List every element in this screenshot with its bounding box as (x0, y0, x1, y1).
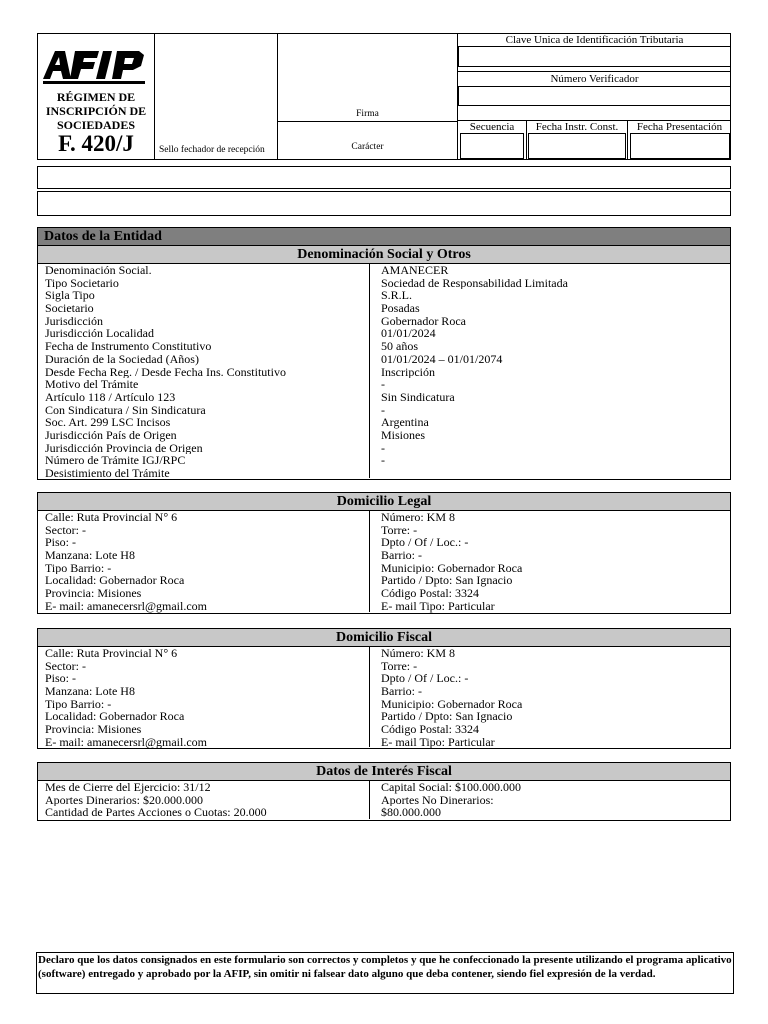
field-label: Fecha de Instrumento Constitutivo (45, 340, 212, 353)
field-label: Desistimiento del Trámite (45, 467, 170, 480)
field-row: Piso: - (45, 672, 77, 686)
field-row: Partido / Dpto: San Ignacio (381, 710, 513, 724)
field-row: Torre: - (381, 659, 418, 673)
verificador-label: Número Verificador (550, 73, 639, 85)
domicilio-legal-right (370, 511, 730, 612)
field-row: E- mail: amanecersrl@gmail.com (45, 599, 207, 613)
domicilio-legal-title: Domicilio Legal (38, 493, 730, 511)
field-row: Calle: Ruta Provincial N° 6 (45, 511, 178, 524)
field-value: - (381, 378, 385, 391)
secuencia-field (460, 133, 524, 159)
blank-box-1 (37, 166, 731, 189)
fecha-instr-label: Fecha Instr. Const. (535, 121, 619, 133)
field-label: Número de Trámite IGJ/RPC (45, 454, 186, 467)
field-row: Localidad: Gobernador Roca (45, 710, 185, 724)
regimen-title: RÉGIMEN DE INSCRIPCIÓN DE SOCIEDADES (45, 90, 147, 132)
field-label: Sigla Tipo (45, 289, 95, 303)
field-row: Manzana: Lote H8 (45, 549, 135, 562)
field-value: 50 años (381, 340, 418, 353)
field-row: Mes de Cierre del Ejercicio: 31/12 (45, 781, 211, 794)
field-label: Jurisdicción (45, 314, 103, 328)
interes-fiscal-title: Datos de Interés Fiscal (38, 763, 730, 781)
field-row: Partido / Dpto: San Ignacio (381, 574, 513, 588)
field-row: Número: KM 8 (381, 511, 455, 524)
field-value: Inscripción (381, 365, 435, 379)
entidad-values (370, 264, 730, 478)
entidad-title: Datos de la Entidad (38, 228, 730, 246)
field-row: Localidad: Gobernador Roca (45, 574, 185, 588)
field-value: Gobernador Roca (381, 314, 466, 328)
field-label: Motivo del Trámite (45, 378, 139, 391)
field-label: Con Sindicatura / Sin Sindicatura (45, 403, 206, 417)
field-label: Societario (45, 302, 94, 315)
domicilio-legal-left (38, 511, 370, 612)
field-row: Código Postal: 3324 (381, 587, 480, 600)
field-value: 01/01/2024 – 01/01/2074 (381, 352, 503, 366)
fecha-presentacion-label: Fecha Presentación (636, 121, 723, 133)
field-row: Capital Social: $100.000.000 (381, 781, 521, 794)
firma-divider (278, 121, 457, 122)
field-row: Número: KM 8 (381, 647, 455, 660)
domicilio-fiscal-title: Domicilio Fiscal (38, 629, 730, 647)
field-value: - (381, 403, 385, 417)
field-row: E- mail: amanecersrl@gmail.com (45, 735, 207, 749)
field-label: Artículo 118 / Artículo 123 (45, 390, 176, 404)
fecha-instr-field (528, 133, 626, 159)
field-row: Provincia: Misiones (45, 723, 142, 736)
divider (526, 121, 527, 160)
field-row: E- mail Tipo: Particular (381, 599, 495, 613)
field-row: $80.000.000 (381, 806, 441, 820)
field-row: Municipio: Gobernador Roca (381, 697, 523, 711)
interes-fiscal-section (37, 762, 731, 821)
field-value: S.R.L. (381, 289, 413, 303)
field-value: 01/01/2024 (381, 327, 436, 341)
field-row: Aportes Dinerarios: $20.000.000 (45, 793, 203, 807)
field-row: Cantidad de Partes Acciones o Cuotas: 20.000 (45, 806, 267, 820)
field-row: Código Postal: 3324 (381, 723, 480, 736)
sello-box (155, 33, 278, 160)
blank-box-2 (37, 191, 731, 216)
domicilio-legal-section (37, 492, 731, 614)
interes-fiscal-right (370, 781, 730, 819)
domicilio-fiscal-right (370, 647, 730, 747)
cuit-field (458, 46, 731, 67)
secuencia-label: Secuencia (469, 121, 515, 133)
field-row: Calle: Ruta Provincial N° 6 (45, 647, 178, 660)
field-row: Aportes No Dinerarios: (381, 793, 494, 807)
field-row: Piso: - (45, 536, 77, 550)
afip-logo (41, 49, 151, 85)
caracter-label: Carácter (351, 142, 384, 152)
field-row: Barrio: - (381, 685, 422, 698)
field-row: Tipo Barrio: - (45, 697, 112, 711)
entidad-subtitle: Denominación Social y Otros (38, 246, 730, 264)
firma-box (278, 33, 458, 160)
interes-fiscal-left (38, 781, 370, 819)
field-value: - (381, 441, 385, 455)
field-label: Soc. Art. 299 LSC Incisos (45, 416, 171, 429)
sello-label: Sello fechador de recepción (159, 145, 265, 155)
logo-block (37, 33, 155, 160)
field-row: Tipo Barrio: - (45, 561, 112, 575)
firma-label: Firma (356, 109, 379, 119)
field-row: Dpto / Of / Loc.: - (381, 672, 469, 686)
field-row: Sector: - (45, 523, 86, 537)
field-value: AMANECER (381, 264, 449, 277)
field-label: Jurisdicción Localidad (45, 327, 154, 341)
field-row: Torre: - (381, 523, 418, 537)
field-value: Sin Sindicatura (381, 390, 455, 404)
field-row: Municipio: Gobernador Roca (381, 561, 523, 575)
field-label: Duración de la Sociedad (Años) (45, 352, 199, 366)
field-value: - (381, 454, 385, 467)
fecha-presentacion-field (630, 133, 730, 159)
field-label: Jurisdicción Provincia de Origen (45, 441, 203, 455)
field-row: E- mail Tipo: Particular (381, 735, 495, 749)
domicilio-fiscal-left (38, 647, 370, 747)
field-row: Sector: - (45, 659, 86, 673)
entidad-labels (38, 264, 370, 478)
field-label: Jurisdicción País de Origen (45, 428, 177, 442)
entidad-section (37, 227, 731, 480)
field-row: Manzana: Lote H8 (45, 685, 135, 698)
cuit-label: Clave Unica de Identificación Tributaria (505, 34, 684, 46)
verificador-field (458, 86, 731, 106)
field-row: Dpto / Of / Loc.: - (381, 536, 469, 550)
field-label: Desde Fecha Reg. / Desde Fecha Ins. Constitutivo (45, 365, 286, 379)
field-row: Provincia: Misiones (45, 587, 142, 600)
verificador-top-line (458, 71, 731, 72)
field-label: Tipo Societario (45, 276, 119, 290)
field-value: Posadas (381, 302, 420, 315)
field-value: Sociedad de Responsabilidad Limitada (381, 276, 568, 290)
field-row: Barrio: - (381, 549, 422, 562)
field-value: Misiones (381, 428, 426, 442)
declaracion: Declaro que los datos consignados en este formulario son correctos y completos y que he confeccionado la presente utilizando el programa aplicativo (software) entregado y aprobado por la AFIP, sin omitir ni falsear dato alguno que deba contener, siendo fiel expresión de la verdad. (36, 952, 734, 994)
divider (627, 121, 628, 160)
form-number: F. 420/J (58, 131, 134, 156)
field-value: Argentina (381, 416, 429, 429)
domicilio-fiscal-section (37, 628, 731, 749)
field-label: Denominación Social. (45, 264, 152, 277)
